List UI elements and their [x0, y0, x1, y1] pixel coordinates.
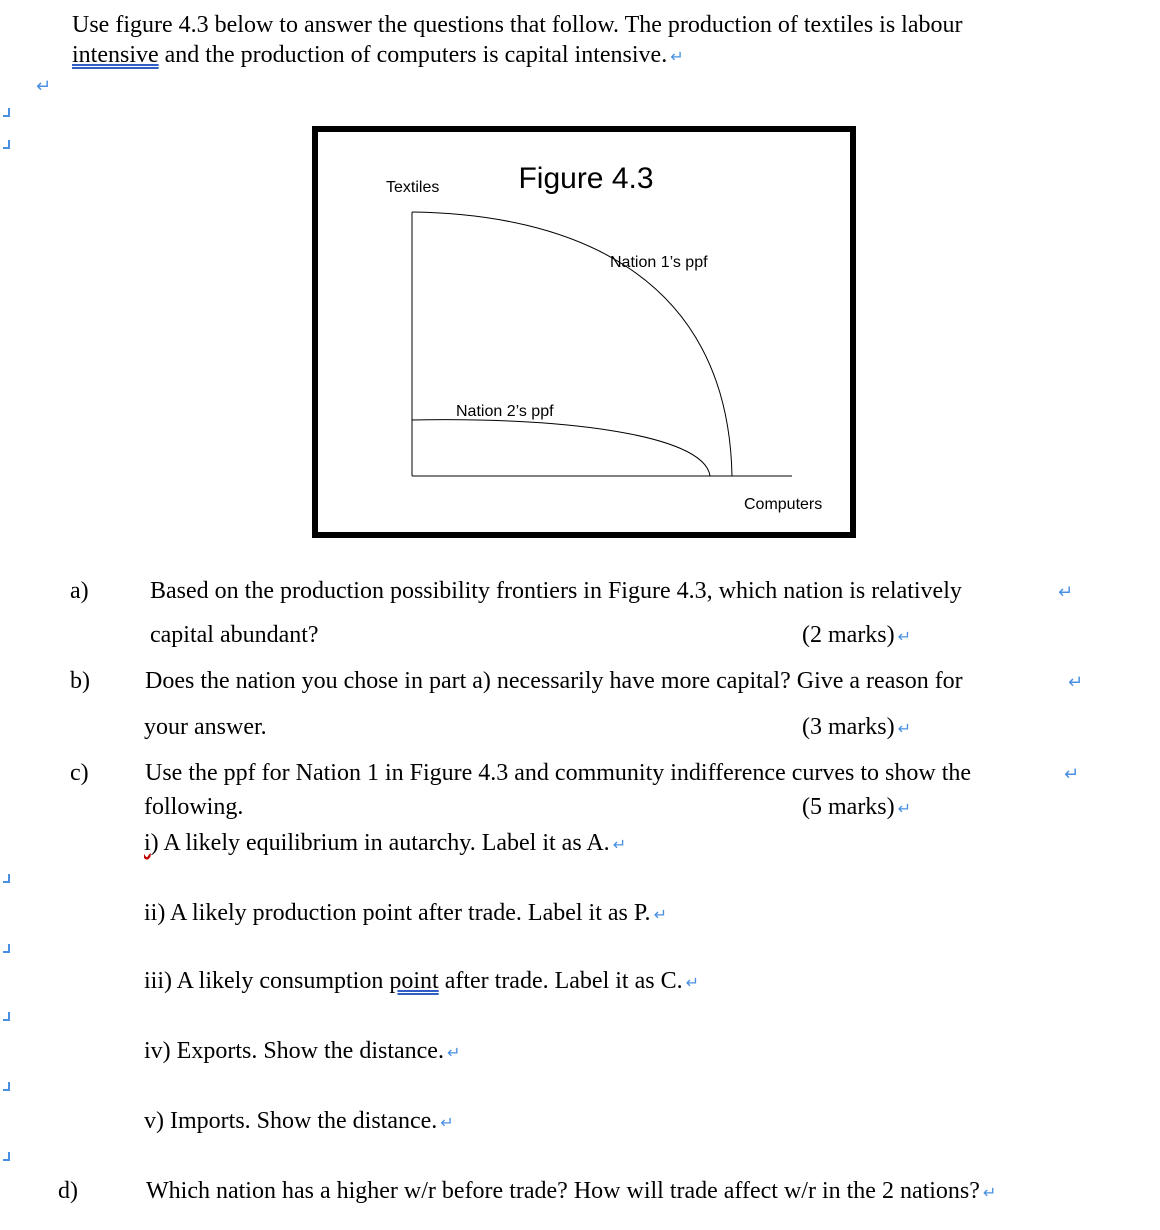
margin-marker-icon [3, 108, 10, 117]
question-d-text: Which nation has a higher w/r before trade? How will trade affect w/r in the 2 nations? ↵ [146, 1178, 997, 1204]
question-a-line-2: capital abundant? [150, 622, 319, 648]
question-c-label: c) [70, 760, 89, 786]
margin-marker-icon [3, 874, 10, 883]
margin-marker-icon [3, 140, 10, 149]
paragraph-return-icon: ↵ [670, 47, 684, 66]
question-c-item-i: i) A likely equilibrium in autarchy. Label it as A. ↵ [144, 830, 627, 856]
question-b-line-2: your answer. [144, 714, 267, 740]
margin-marker-icon [3, 1082, 10, 1091]
paragraph-return-icon: ↵ [36, 76, 52, 97]
margin-marker-icon [3, 1012, 10, 1021]
intro-line-1: Use figure 4.3 below to answer the questions that follow. The production of textiles is labour [72, 12, 963, 38]
margin-marker-icon [3, 1152, 10, 1161]
nation-2-ppf-curve [412, 420, 710, 476]
question-b-line-1: Does the nation you chose in part a) necessarily have more capital? Give a reason for [145, 668, 963, 694]
intro-line-2: intensive and the production of computers is capital intensive. ↵ [72, 42, 684, 68]
x-axis-label: Computers [744, 496, 823, 513]
question-b-marks: (3 marks) ↵ [802, 714, 912, 740]
y-axis-label: Textiles [386, 179, 440, 196]
paragraph-return-icon: ↵ [1058, 582, 1074, 603]
figure-title: Figure 4.3 [518, 162, 654, 195]
paragraph-return-icon: ↵ [1064, 764, 1080, 785]
question-c-line-2: following. [144, 794, 244, 820]
question-a-label: a) [70, 578, 89, 604]
nation-1-ppf-curve [412, 212, 732, 476]
paragraph-return-icon: ↵ [1068, 672, 1084, 693]
figure-4-3 [312, 126, 856, 538]
question-d-label: d) [58, 1178, 78, 1204]
margin-marker-icon [3, 944, 10, 953]
question-c-item-v: v) Imports. Show the distance. ↵ [144, 1108, 454, 1134]
nation-2-ppf-label: Nation 2’s ppf [456, 403, 554, 420]
nation-1-ppf-label: Nation 1’s ppf [610, 254, 708, 271]
underlined-word-intensive: intensive [72, 42, 159, 68]
question-a-line-1: Based on the production possibility frontiers in Figure 4.3, which nation is relatively [150, 578, 962, 604]
ppf-diagram [318, 132, 850, 532]
question-c-item-ii: ii) A likely production point after trade. Label it as P. ↵ [144, 900, 667, 926]
question-c-marks: (5 marks) ↵ [802, 794, 912, 820]
question-b-label: b) [70, 668, 90, 694]
question-c-line-1: Use the ppf for Nation 1 in Figure 4.3 and community indifference curves to show the [145, 760, 972, 786]
question-a-marks: (2 marks) ↵ [802, 622, 912, 648]
question-c-item-iv: iv) Exports. Show the distance. ↵ [144, 1038, 461, 1064]
question-c-item-iii: iii) A likely consumption point after trade. Label it as C. ↵ [144, 968, 699, 994]
